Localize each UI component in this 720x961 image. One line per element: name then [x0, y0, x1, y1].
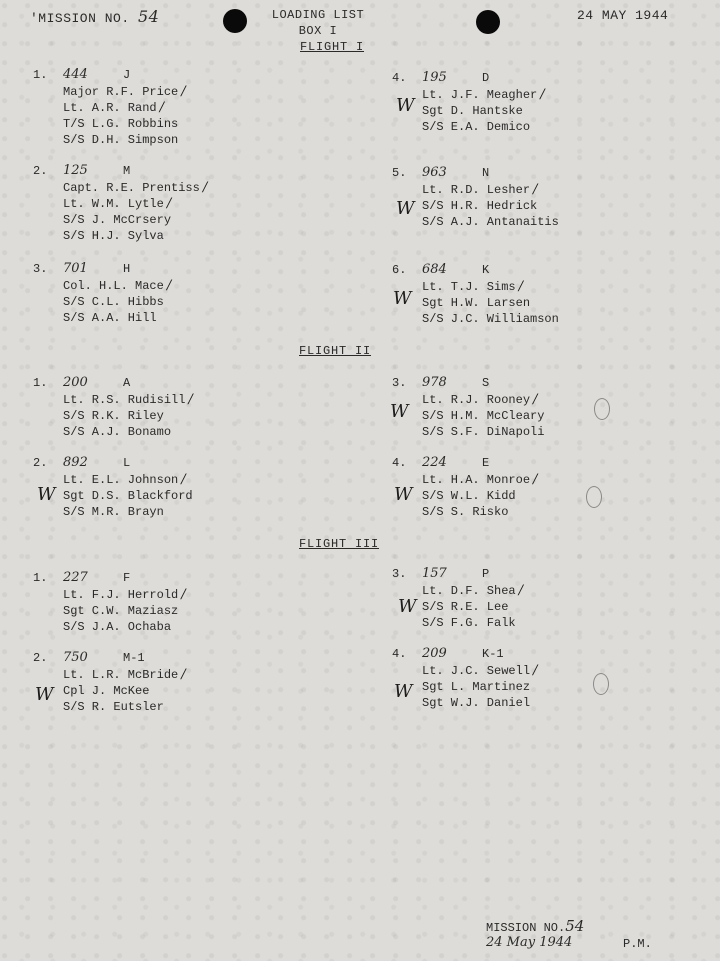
- crew-member: S/S J. McCrsery: [63, 213, 172, 227]
- entry-number: 1.: [33, 68, 48, 82]
- aircraft-code: F: [123, 571, 131, 585]
- crew-member: S/S R. Eutsler: [63, 700, 164, 714]
- aircraft-code: J: [123, 68, 131, 82]
- aircraft-entry: [392, 646, 612, 711]
- check-mark: /: [518, 279, 524, 294]
- crew-member: S/S A.J. Bonamo: [63, 425, 172, 439]
- crew-member: Sgt H.W. Larsen: [422, 296, 531, 310]
- crew-member: Lt. D.F. Shea /: [422, 583, 524, 598]
- aircraft-code: K: [482, 263, 490, 277]
- check-mark: /: [533, 472, 538, 487]
- aircraft-code: L: [123, 456, 131, 470]
- title-line-2: BOX I: [298, 24, 338, 38]
- check-mark: /: [202, 180, 208, 195]
- check-mark: /: [181, 472, 186, 487]
- aircraft-number: 750: [63, 650, 88, 665]
- crew-member: S/S H.M. McCleary: [422, 409, 545, 423]
- aircraft-code: N: [482, 166, 490, 180]
- w-mark: W: [37, 484, 56, 505]
- aircraft-code: D: [482, 71, 490, 85]
- crew-member: Lt. E.L. Johnson /: [63, 472, 186, 487]
- footer-mission-number: 54: [565, 917, 585, 935]
- aircraft-entry: [392, 455, 612, 520]
- aircraft-number: 444: [63, 67, 88, 82]
- aircraft-number: 892: [63, 455, 88, 470]
- aircraft-code: A: [123, 376, 131, 390]
- crew-member: Lt. R.J. Rooney /: [422, 392, 538, 407]
- aircraft-code: S: [482, 376, 490, 390]
- entry-number: 2.: [33, 456, 48, 470]
- aircraft-code: E: [482, 456, 490, 470]
- w-mark: W: [393, 288, 412, 309]
- header-date: 24 MAY 1944: [577, 8, 669, 23]
- aircraft-number: 978: [422, 375, 447, 390]
- check-mark: /: [533, 392, 538, 407]
- crew-member: Sgt C.W. Maziasz: [63, 604, 179, 618]
- crew-member: Lt. T.J. Sims /: [422, 279, 524, 294]
- aircraft-entry: [33, 261, 253, 326]
- crew-member: T/S L.G. Robbins: [63, 117, 179, 131]
- aircraft-number: 195: [422, 70, 447, 85]
- crew-member: Lt. A.R. Rand /: [63, 100, 165, 115]
- aircraft-entry: [392, 165, 612, 230]
- crew-member: S/S W.L. Kidd: [422, 489, 516, 503]
- aircraft-entry: [392, 566, 612, 631]
- aircraft-number: 701: [63, 261, 88, 276]
- aircraft-entry: [33, 650, 253, 715]
- aircraft-code: M-1: [123, 651, 145, 665]
- footer-mission-label: MISSION NO.: [486, 921, 566, 935]
- w-mark: W: [390, 401, 409, 422]
- crew-member: Major R.F. Price /: [63, 84, 186, 99]
- aircraft-entry: [33, 375, 253, 440]
- entry-number: 3.: [33, 262, 48, 276]
- w-mark: W: [394, 681, 413, 702]
- crew-member: Col. H.L. Mace /: [63, 278, 172, 293]
- flight-title: FLIGHT III: [299, 537, 380, 551]
- entry-number: 2.: [33, 651, 48, 665]
- aircraft-entry: [392, 262, 612, 327]
- crew-member: Lt. R.S. Rudisill /: [63, 392, 193, 407]
- crew-member: S/S H.J. Sylva: [63, 229, 164, 243]
- aircraft-number: 200: [63, 375, 88, 390]
- footer-date: 24 May 1944: [486, 935, 573, 950]
- check-mark: /: [181, 84, 186, 99]
- entry-number: 1.: [33, 376, 48, 390]
- crew-member: Lt. H.A. Monroe /: [422, 472, 538, 487]
- aircraft-number: 963: [422, 165, 447, 180]
- mission-number: 54: [137, 7, 160, 26]
- crew-member: S/S J.A. Ochaba: [63, 620, 172, 634]
- aircraft-entry: [33, 455, 253, 520]
- crew-member: Capt. R.E. Prentiss /: [63, 180, 208, 195]
- check-mark: /: [518, 583, 524, 598]
- crew-member: Sgt W.J. Daniel: [422, 696, 531, 710]
- entry-number: 4.: [392, 456, 407, 470]
- crew-member: Lt. J.C. Sewell /: [422, 663, 538, 678]
- crew-member: S/S S. Risko: [422, 505, 509, 519]
- crew-member: S/S H.R. Hedrick: [422, 199, 538, 213]
- check-mark: /: [533, 182, 538, 197]
- aircraft-entry: [392, 70, 612, 135]
- crew-member: Lt. J.F. Meagher /: [422, 87, 545, 102]
- entry-number: 3.: [392, 567, 407, 581]
- mission-header: [30, 7, 159, 26]
- flight-title: FLIGHT I: [300, 40, 365, 54]
- check-mark: /: [533, 663, 538, 678]
- check-mark: /: [540, 87, 545, 102]
- crew-member: S/S R.E. Lee: [422, 600, 509, 614]
- crew-member: S/S A.A. Hill: [63, 311, 157, 325]
- aircraft-number: 224: [422, 455, 447, 470]
- aircraft-number: 227: [63, 570, 88, 585]
- punch-hole-left: [223, 9, 247, 33]
- crew-member: Lt. L.R. McBride /: [63, 667, 186, 682]
- mission-label: 'MISSION NO.: [30, 11, 130, 26]
- w-mark: W: [396, 95, 415, 116]
- check-mark: /: [188, 392, 193, 407]
- w-mark: W: [396, 198, 415, 219]
- w-mark: W: [394, 484, 413, 505]
- crew-member: Sgt L. Martinez: [422, 680, 531, 694]
- w-mark: W: [35, 684, 54, 705]
- crew-member: S/S S.F. DiNapoli: [422, 425, 545, 439]
- crew-member: S/S J.C. Williamson: [422, 312, 559, 326]
- crew-member: S/S M.R. Brayn: [63, 505, 164, 519]
- entry-number: 4.: [392, 71, 407, 85]
- crew-member: Lt. R.D. Lesher /: [422, 182, 538, 197]
- entry-number: 2.: [33, 164, 48, 178]
- circled-mark: [586, 486, 602, 508]
- crew-member: S/S F.G. Falk: [422, 616, 516, 630]
- check-mark: /: [181, 587, 186, 602]
- aircraft-entry: [33, 163, 253, 244]
- entry-number: 6.: [392, 263, 407, 277]
- aircraft-number: 209: [422, 646, 447, 661]
- entry-number: 4.: [392, 647, 407, 661]
- punch-hole-right: [476, 10, 500, 34]
- circled-mark: [594, 398, 610, 420]
- aircraft-code: M: [123, 164, 131, 178]
- check-mark: /: [166, 196, 172, 211]
- aircraft-number: 684: [422, 262, 447, 277]
- crew-member: S/S C.L. Hibbs: [63, 295, 164, 309]
- circled-mark: [593, 673, 609, 695]
- crew-member: Cpl J. McKee: [63, 684, 150, 698]
- entry-number: 1.: [33, 571, 48, 585]
- crew-member: Sgt D. Hantske: [422, 104, 523, 118]
- flight-title: FLIGHT II: [299, 344, 372, 358]
- crew-member: Sgt D.S. Blackford: [63, 489, 193, 503]
- aircraft-code: H: [123, 262, 131, 276]
- crew-member: S/S D.H. Simpson: [63, 133, 179, 147]
- crew-member: S/S R.K. Riley: [63, 409, 164, 423]
- crew-member: S/S E.A. Demico: [422, 120, 531, 134]
- check-mark: /: [159, 100, 165, 115]
- title-line-1: LOADING LIST: [271, 8, 365, 22]
- aircraft-entry: [392, 375, 612, 440]
- aircraft-code: P: [482, 567, 490, 581]
- check-mark: /: [181, 667, 186, 682]
- entry-number: 3.: [392, 376, 407, 390]
- check-mark: /: [166, 278, 172, 293]
- entry-number: 5.: [392, 166, 407, 180]
- aircraft-number: 157: [422, 566, 447, 581]
- footer-time: P.M.: [623, 937, 652, 951]
- crew-member: Lt. W.M. Lytle /: [63, 196, 172, 211]
- w-mark: W: [398, 596, 417, 617]
- aircraft-number: 125: [63, 163, 88, 178]
- crew-member: S/S A.J. Antanaitis: [422, 215, 559, 229]
- aircraft-code: K-1: [482, 647, 504, 661]
- aircraft-entry: [33, 67, 253, 148]
- crew-member: Lt. F.J. Herrold /: [63, 587, 186, 602]
- aircraft-entry: [33, 570, 253, 635]
